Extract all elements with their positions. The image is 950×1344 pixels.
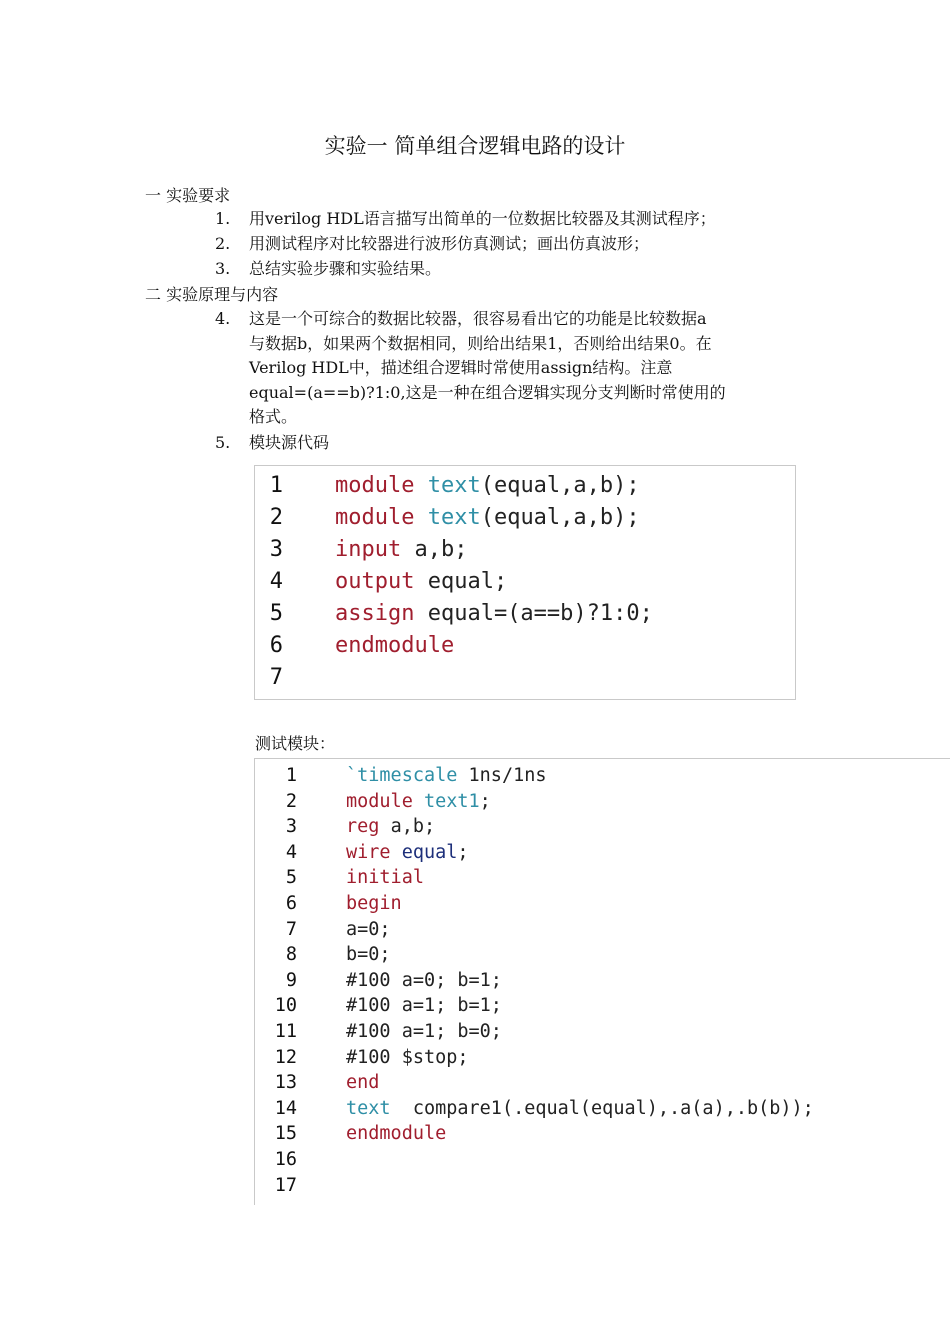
line-number: 13 [274, 1072, 297, 1094]
line-number: 17 [274, 1174, 297, 1196]
item-number: 3. [215, 259, 231, 278]
code-text [346, 942, 391, 968]
code-text [346, 1070, 379, 1096]
code-token: a,b; [390, 816, 436, 838]
line-number: 6 [269, 633, 283, 658]
line-number: 7 [285, 918, 297, 940]
code-token: #100 a=1; b=0; [346, 1021, 502, 1042]
item-text-line: equal=(a==b)?1:0,这是一种在组合逻辑实现分支判断时常使用的 [249, 382, 726, 402]
item-text-line: Verilog HDL中，描述组合逻辑时常使用assign结构。注意 [249, 358, 673, 377]
code-text [335, 598, 653, 630]
code-line [255, 942, 391, 968]
item-text: 总结实验步骤和实验结果。 [249, 259, 442, 278]
line-number: 11 [274, 1021, 297, 1042]
code-text [346, 1121, 446, 1147]
line-number: 2 [269, 505, 283, 530]
line-number: 15 [274, 1123, 297, 1145]
code-line [255, 814, 436, 840]
test-module-caption: 测试模块： [255, 734, 336, 753]
module-code-block [254, 465, 796, 700]
code-token: ; [479, 790, 491, 812]
item-text: 用测试程序对比较器进行波形仿真测试；画出仿真波形； [249, 234, 650, 253]
test-code-block [254, 758, 950, 1205]
code-token: #100 a=0; b=1; [346, 969, 502, 991]
code-token: equal=(a==b)?1:0; [427, 601, 653, 626]
item-text: 模块源代码 [249, 433, 330, 452]
code-line [255, 1096, 814, 1122]
line-number: 1 [269, 473, 283, 498]
code-token: output [335, 569, 428, 594]
code-token: `timescale [346, 765, 469, 786]
code-text [346, 1045, 469, 1071]
code-token: b=0; [346, 944, 391, 966]
code-token: (equal,a,b); [480, 473, 640, 498]
code-line [255, 968, 502, 994]
line-number: 4 [285, 841, 297, 863]
code-token: endmodule [335, 633, 455, 658]
item-text-line: 与数据b，如果两个数据相同，则给出结果1，否则给出结果0。在 [249, 333, 712, 353]
code-text [346, 814, 435, 840]
code-text [346, 763, 547, 789]
code-token: (equal,a,b); [480, 505, 640, 530]
code-text [335, 502, 640, 534]
code-token: text [346, 1097, 391, 1119]
page-title: 实验一 简单组合逻辑电路的设计 [324, 134, 626, 158]
code-token: equal [401, 841, 458, 863]
item-number: 2. [215, 234, 231, 253]
code-token: assign [335, 601, 428, 626]
code-line [255, 789, 491, 815]
line-number: 14 [274, 1097, 297, 1119]
line-number: 12 [274, 1046, 297, 1068]
code-line [255, 534, 468, 566]
code-token: endmodule [346, 1123, 447, 1145]
code-text [335, 566, 507, 598]
code-token: a=0; [346, 918, 391, 940]
code-text [346, 917, 391, 943]
code-text [346, 840, 469, 866]
line-number: 5 [285, 867, 297, 889]
section-heading-requirements: 一 实验要求 [145, 186, 231, 205]
code-token: module [335, 505, 428, 530]
code-line [255, 993, 502, 1019]
code-token: text [427, 505, 481, 530]
code-token: ; [457, 841, 469, 863]
code-token: input [335, 537, 415, 562]
code-token: initial [346, 867, 424, 889]
item-text-line: 这是一个可综合的数据比较器，很容易看出它的功能是比较数据a [249, 309, 707, 328]
code-line [255, 470, 640, 502]
code-line [255, 865, 424, 891]
code-text [346, 891, 402, 917]
code-token: wire [346, 841, 402, 863]
code-token: begin [346, 893, 402, 914]
line-number: 4 [269, 569, 283, 594]
code-line [255, 630, 455, 662]
code-line [255, 502, 640, 534]
code-line [255, 840, 469, 866]
code-line [255, 1147, 297, 1173]
item-text: 用verilog HDL语言描写出简单的一位数据比较器及其测试程序； [249, 209, 716, 228]
item-text-line: 格式。 [249, 407, 298, 426]
code-token: a,b; [414, 537, 468, 562]
code-token: text [427, 473, 481, 498]
item-number: 4. [215, 309, 231, 328]
code-line [255, 1121, 447, 1147]
code-line [255, 917, 391, 943]
code-text [346, 865, 424, 891]
code-text [335, 470, 640, 502]
code-token: equal; [427, 569, 508, 594]
code-text [346, 1096, 814, 1122]
code-line [255, 566, 508, 598]
code-text [346, 993, 502, 1019]
code-token: #100 $stop; [346, 1046, 469, 1068]
line-number: 7 [269, 665, 283, 690]
code-line [255, 891, 402, 917]
code-token: text1 [423, 790, 480, 812]
code-text [335, 630, 454, 662]
code-line [255, 1045, 469, 1071]
line-number: 3 [269, 537, 283, 562]
code-line [255, 1173, 297, 1199]
code-line [255, 763, 547, 789]
line-number: 1 [285, 765, 297, 786]
code-token: module [346, 790, 424, 812]
code-token: reg [346, 816, 391, 838]
code-token: end [346, 1072, 380, 1094]
code-text [346, 789, 491, 815]
code-line [255, 1070, 380, 1096]
code-text [335, 534, 467, 566]
line-number: 2 [285, 790, 297, 812]
code-token: compare1(.equal(equal),.a(a),.b(b)); [390, 1097, 814, 1119]
line-number: 9 [285, 969, 297, 991]
code-line [255, 598, 653, 630]
section-heading-principle: 二 实验原理与内容 [145, 285, 279, 304]
code-token: #100 a=1; b=1; [346, 995, 502, 1017]
line-number: 6 [285, 893, 297, 914]
code-line [255, 662, 283, 694]
line-number: 5 [269, 601, 283, 626]
line-number: 3 [285, 816, 297, 838]
code-text [346, 1019, 502, 1045]
line-number: 16 [274, 1149, 297, 1170]
code-line [255, 1019, 502, 1045]
item-number: 5. [215, 433, 231, 452]
line-number: 8 [285, 944, 297, 966]
code-token: 1ns/1ns [468, 765, 547, 786]
line-number: 10 [274, 995, 297, 1017]
code-text [346, 968, 502, 994]
item-number: 1. [215, 209, 231, 228]
code-token: module [335, 473, 428, 498]
